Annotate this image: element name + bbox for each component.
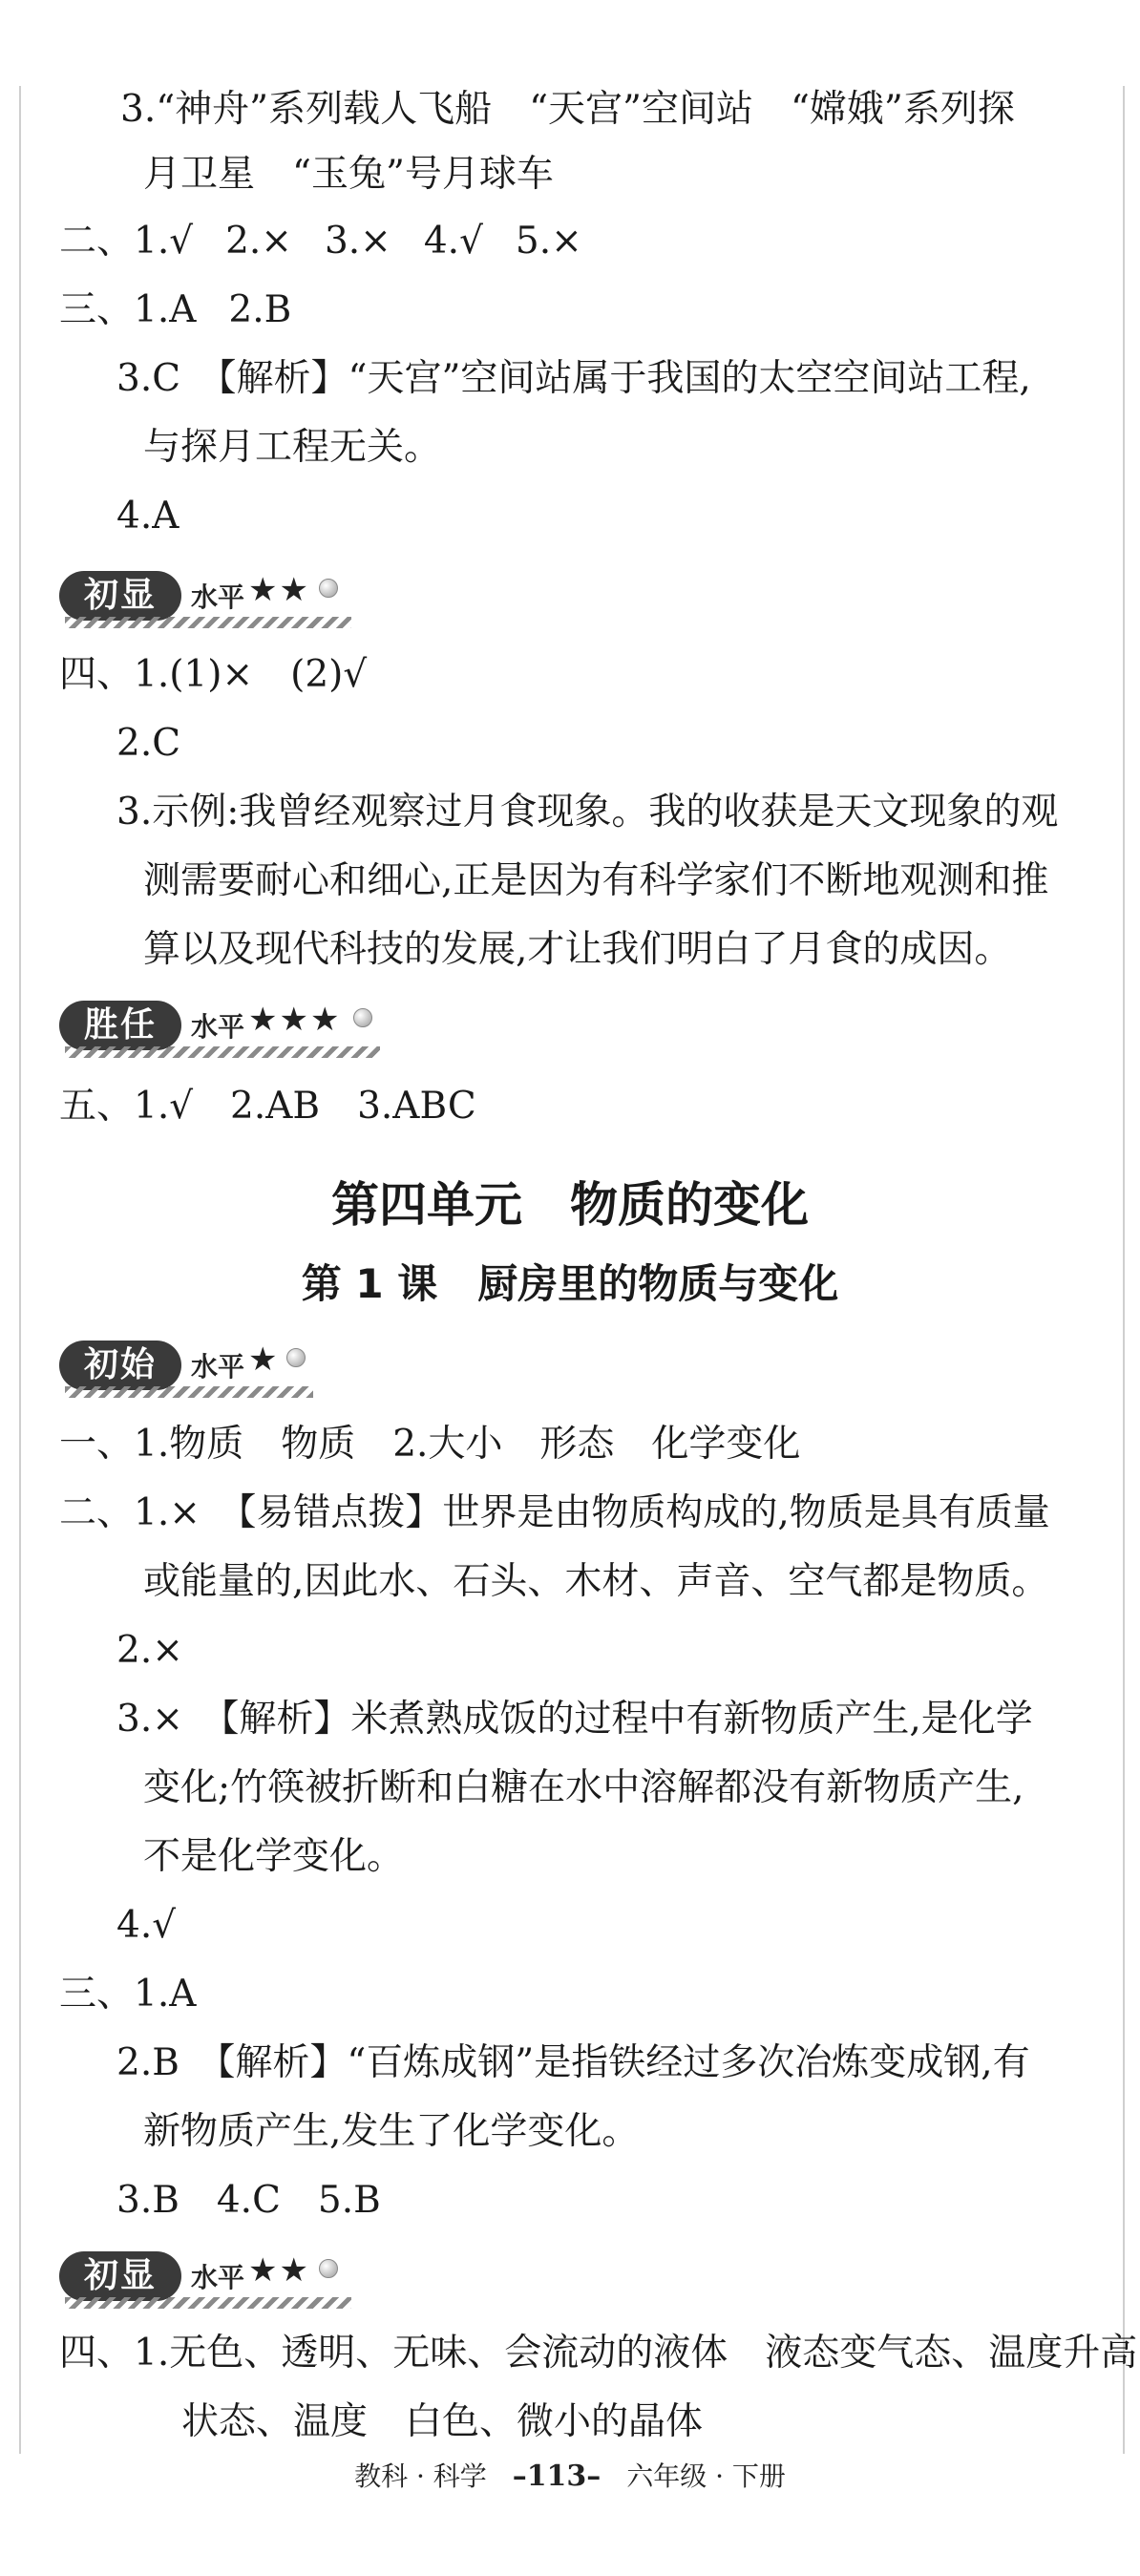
star-icons: ★★ — [248, 2251, 310, 2290]
answer-line: 测需要耐心和细心,正是因为有科学家们不断地观测和推 — [143, 859, 1049, 902]
star-icons: ★★ — [248, 571, 310, 609]
answer-line: 3.“神舟”系列载人飞船 “天宫”空间站 “嫦娥”系列探 — [120, 88, 1015, 131]
answer-line: 3.示例:我曾经观察过月食现象。我的收获是天文现象的观 — [116, 791, 1059, 834]
badge-name: 初始 — [59, 1341, 181, 1390]
answer-line: 4.A — [116, 495, 179, 538]
answer-item: 3.× — [324, 220, 391, 263]
answer-line: 或能量的,因此水、石头、木材、声音、空气都是物质。 — [143, 1560, 1049, 1603]
page-number: –113– — [512, 2460, 602, 2493]
footer-subject: 教科 · 科学 — [354, 2460, 487, 2492]
page-footer — [0, 2456, 1140, 2494]
unit-title: 第四单元 物质的变化 — [331, 1177, 809, 1233]
answer-line: 3.C 【解析】“天宫”空间站属于我国的太空空间站工程, — [116, 357, 1031, 400]
badge-name: 胜任 — [59, 1001, 181, 1050]
answer-line-san — [59, 288, 291, 333]
answer-line: 四、1.(1)× (2)√ — [59, 653, 368, 696]
answer-item: 1.A — [134, 288, 197, 331]
answer-line-er — [59, 220, 582, 264]
badge-level: 水平 — [191, 2262, 245, 2293]
ball-icon — [286, 1348, 306, 1367]
footer-grade: 六年级 · 下册 — [626, 2460, 786, 2492]
answer-item: 1.√ — [134, 220, 194, 263]
answer-line: 3.B 4.C 5.B — [116, 2179, 381, 2222]
wave-underline — [65, 1386, 313, 1398]
badge-level: 水平 — [191, 1351, 245, 1383]
answer-item: 2.B — [228, 288, 292, 331]
answer-line: 2.B 【解析】“百炼成钢”是指铁经过多次冶炼变成钢,有 — [116, 2041, 1030, 2084]
level-badge — [59, 563, 365, 630]
answer-line: 算以及现代科技的发展,才让我们明白了月食的成因。 — [143, 928, 1012, 971]
level-badge — [59, 1333, 365, 1400]
answer-item: 5.× — [515, 220, 582, 263]
answer-line: 一、1.物质 物质 2.大小 形态 化学变化 — [59, 1423, 801, 1466]
wave-underline — [65, 617, 351, 628]
answer-line: 不是化学变化。 — [143, 1835, 405, 1878]
answer-line: 新物质产生,发生了化学变化。 — [143, 2110, 640, 2153]
badge-level: 水平 — [191, 1011, 245, 1043]
answer-line: 月卫星 “玉兔”号月球车 — [143, 153, 554, 196]
answer-line: 二、1.× 【易错点拨】世界是由物质构成的,物质是具有质量 — [59, 1491, 1050, 1534]
wave-underline — [65, 2297, 351, 2309]
ball-icon — [319, 579, 338, 598]
badge-name: 初显 — [59, 2251, 181, 2301]
badge-name: 初显 — [59, 571, 181, 621]
badge-level: 水平 — [191, 581, 245, 613]
answer-item: 4.√ — [423, 220, 483, 263]
ball-icon — [353, 1008, 372, 1027]
section-prefix: 二、 — [59, 220, 135, 263]
answer-line: 三、1.A — [59, 1973, 197, 2016]
answer-line: 4.√ — [116, 1904, 177, 1947]
wave-underline — [65, 1046, 380, 1058]
star-icons: ★ — [248, 1341, 280, 1379]
answer-line: 状态、温度 白色、微小的晶体 — [181, 2400, 704, 2443]
answer-line: 四、1.无色、透明、无味、会流动的液体 液态变气态、温度升高 — [59, 2332, 1138, 2375]
answer-line: 3.× 【解析】米煮熟成饭的过程中有新物质产生,是化学 — [116, 1698, 1033, 1741]
answer-line: 五、1.√ 2.AB 3.ABC — [59, 1085, 476, 1128]
level-badge — [59, 2244, 365, 2311]
answer-item: 2.× — [225, 220, 292, 263]
star-icons: ★★★ — [248, 1001, 342, 1039]
answer-line: 与探月工程无关。 — [143, 426, 442, 469]
ball-icon — [319, 2259, 338, 2278]
level-badge — [59, 993, 365, 1060]
lesson-title: 第 1 课 厨房里的物质与变化 — [301, 1260, 839, 1307]
section-prefix: 三、 — [59, 288, 135, 331]
answer-line: 2.C — [116, 722, 181, 765]
answer-line: 变化;竹筷被折断和白糖在水中溶解都没有新物质产生, — [143, 1766, 1024, 1809]
answer-line: 2.× — [116, 1629, 183, 1672]
